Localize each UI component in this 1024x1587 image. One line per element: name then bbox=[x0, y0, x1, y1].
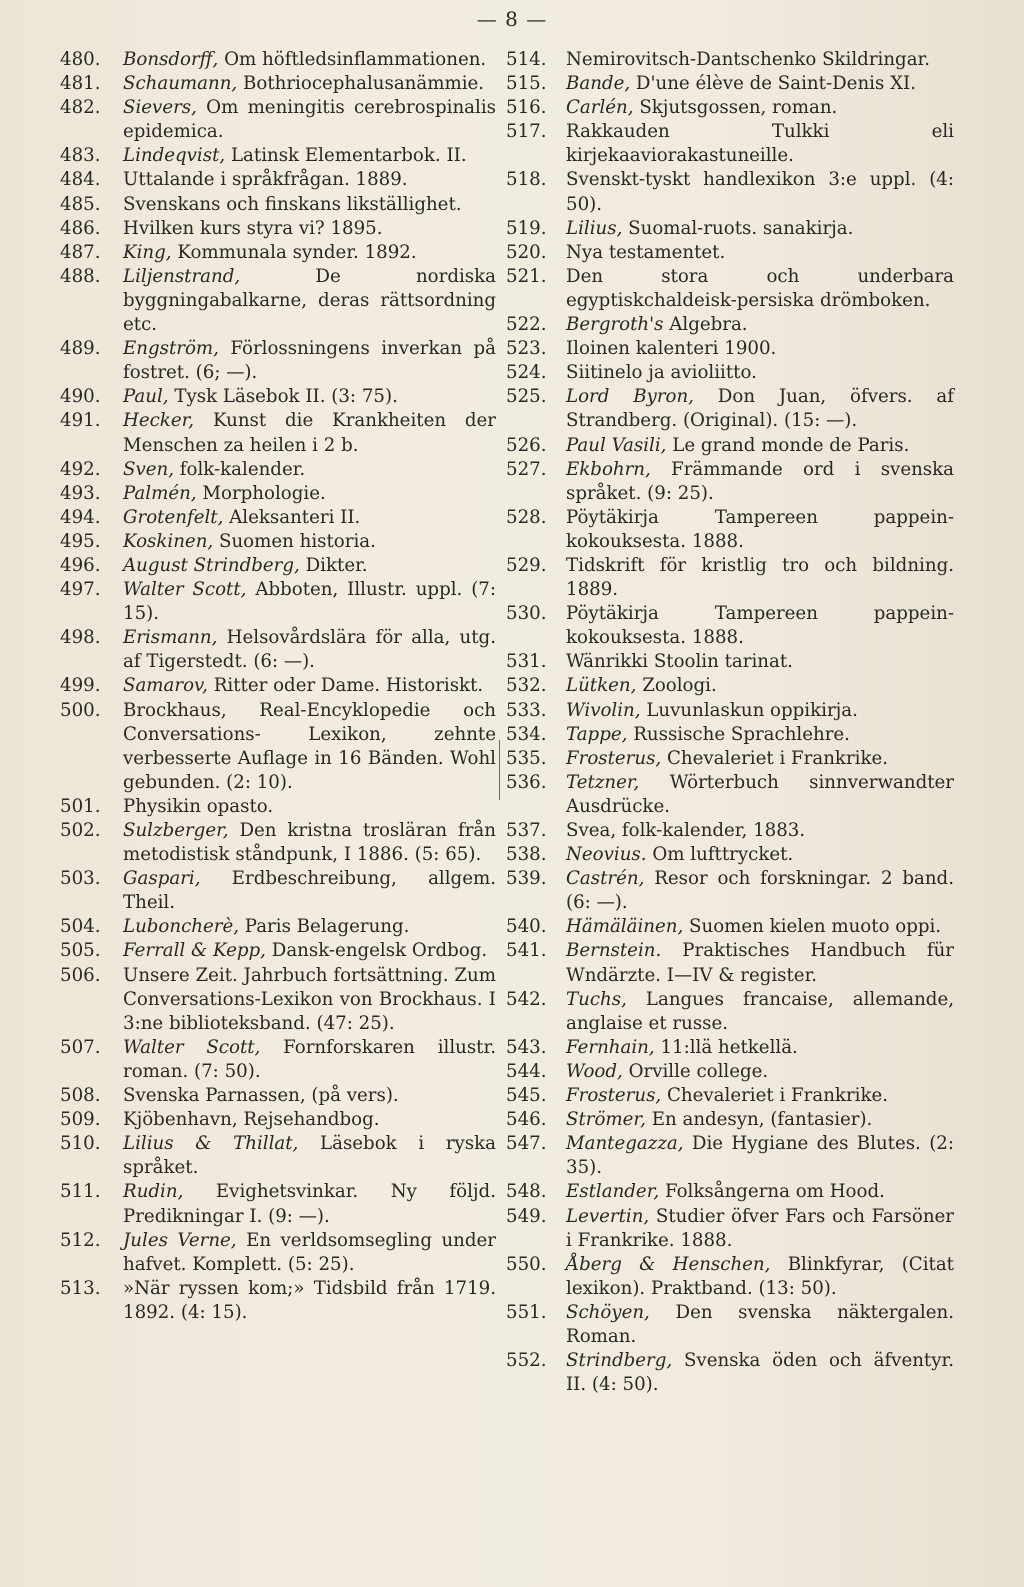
entry-title: 11:llä hetkellä. bbox=[660, 1036, 798, 1058]
catalog-entry bbox=[506, 674, 954, 698]
catalog-entry bbox=[506, 988, 954, 1036]
entry-title: Ritter oder Dame. Historiskt. bbox=[213, 675, 484, 697]
entry-author: Frosterus, bbox=[566, 747, 662, 769]
entry-author: Erismann, bbox=[123, 627, 218, 649]
catalog-entry bbox=[60, 1084, 496, 1108]
right-column bbox=[506, 48, 954, 1397]
catalog-entry bbox=[60, 674, 496, 698]
entry-number: 532. bbox=[506, 675, 547, 697]
entry-number: 539. bbox=[506, 868, 547, 890]
entry-title: Iloinen kalenteri 1900. bbox=[566, 338, 777, 360]
entry-author: Carlén, bbox=[566, 97, 634, 119]
entry-number: 549. bbox=[506, 1205, 547, 1227]
entry-number: 497. bbox=[60, 579, 101, 601]
catalog-entry bbox=[506, 723, 954, 747]
catalog-entry bbox=[506, 771, 954, 819]
entry-title: Förlossningens inverkan på fostret. (6; —). bbox=[123, 338, 496, 384]
entry-title: En andesyn, (fantasier). bbox=[651, 1109, 873, 1131]
catalog-entry bbox=[60, 241, 496, 265]
entry-author: Wivolin, bbox=[566, 699, 641, 721]
catalog-entry bbox=[506, 217, 954, 241]
entry-title: Den kristna trosläran från metodistisk ståndpunk, I 1886. (5: 65). bbox=[123, 820, 496, 866]
entry-number: 505. bbox=[60, 940, 101, 962]
catalog-entry bbox=[60, 265, 496, 337]
entry-title: Algebra. bbox=[669, 314, 748, 336]
entry-number: 495. bbox=[60, 530, 101, 552]
catalog-entry bbox=[60, 1229, 496, 1277]
entry-author: Tuchs, bbox=[566, 988, 627, 1010]
entry-number: 491. bbox=[60, 410, 101, 432]
entry-author: Tetzner, bbox=[566, 771, 640, 793]
entry-number: 506. bbox=[60, 964, 101, 986]
entry-title: Läsebok i ryska språket. bbox=[123, 1133, 496, 1179]
entry-title: Luvunlaskun oppikirja. bbox=[646, 699, 858, 721]
entry-author: Sulzberger, bbox=[123, 820, 229, 841]
entry-number: 485. bbox=[60, 193, 101, 215]
entry-title: Abboten, Illustr. uppl. (7: 15). bbox=[123, 579, 496, 625]
catalog-entry bbox=[506, 843, 954, 867]
entry-number: 552. bbox=[506, 1350, 547, 1372]
entry-number: 545. bbox=[506, 1085, 547, 1107]
entry-title: folk-kalender. bbox=[179, 458, 306, 480]
entry-number: 517. bbox=[506, 121, 547, 143]
entry-author: Wood, bbox=[566, 1060, 623, 1082]
entry-title: Praktisches Handbuch für Wndärzte. I—IV & register. bbox=[566, 940, 954, 986]
entry-title: Om meningitis cerebrospinalis epidemica. bbox=[123, 97, 496, 143]
catalog-entry bbox=[60, 458, 496, 482]
entry-number: 540. bbox=[506, 916, 547, 938]
catalog-entry bbox=[60, 385, 496, 409]
catalog-entry bbox=[506, 434, 954, 458]
entry-number: 529. bbox=[506, 554, 547, 576]
entry-title: Främmande ord i svenska språket. (9: 25). bbox=[566, 458, 954, 504]
entry-author: Frosterus, bbox=[566, 1085, 662, 1107]
entry-number: 518. bbox=[506, 169, 547, 191]
entry-author: Ferrall & Kepp, bbox=[123, 940, 266, 962]
entry-author: Gaspari, bbox=[123, 868, 201, 890]
entry-number: 541. bbox=[506, 940, 547, 962]
entry-number: 519. bbox=[506, 217, 547, 239]
catalog-entry bbox=[60, 482, 496, 506]
entry-number: 498. bbox=[60, 627, 101, 649]
entry-number: 483. bbox=[60, 145, 101, 167]
catalog-entry bbox=[60, 554, 496, 578]
catalog-entry bbox=[506, 819, 954, 843]
entry-author: August Strindberg, bbox=[123, 554, 300, 576]
catalog-entry bbox=[506, 265, 954, 313]
entry-number: 537. bbox=[506, 820, 547, 841]
catalog-entry bbox=[506, 96, 954, 120]
entry-author: Lütken, bbox=[566, 675, 637, 697]
entry-number: 486. bbox=[60, 217, 101, 239]
catalog-entry bbox=[506, 1108, 954, 1132]
entry-title: Suomen kielen muoto oppi. bbox=[689, 916, 942, 938]
entry-title: Dansk-engelsk Ordbog. bbox=[271, 940, 488, 962]
entry-title: Suomen historia. bbox=[219, 530, 376, 552]
entry-number: 488. bbox=[60, 265, 101, 287]
entry-author: Fernhain, bbox=[566, 1036, 655, 1058]
entry-author: Liljenstrand, bbox=[123, 265, 241, 287]
entry-title: Helsovårdslära för alla, utg. af Tigerstedt. (6: —). bbox=[123, 627, 496, 673]
entry-title: Brockhaus, Real-Encyklopedie och Conversations- Lexikon, zehnte verbesserte Auflage in 16 Bänden. Wohl gebunden. (2: 10). bbox=[123, 699, 496, 793]
entry-number: 515. bbox=[506, 73, 547, 95]
entry-title: Den stora och underbara egyptiskchaldeisk-persiska drömboken. bbox=[566, 265, 954, 311]
entry-author: Tappe, bbox=[566, 723, 628, 745]
catalog-entry bbox=[60, 72, 496, 96]
entry-number: 499. bbox=[60, 675, 101, 697]
entry-number: 528. bbox=[506, 506, 547, 528]
entry-author: Schöyen, bbox=[566, 1301, 650, 1323]
entry-author: Neovius. bbox=[566, 844, 647, 866]
entry-number: 548. bbox=[506, 1181, 547, 1203]
entry-title: Die Hygiane des Blutes. (2: 35). bbox=[566, 1133, 954, 1179]
entry-number: 531. bbox=[506, 651, 547, 673]
entry-number: 503. bbox=[60, 868, 101, 890]
entry-author: Schaumann, bbox=[123, 73, 238, 95]
catalog-entry bbox=[60, 578, 496, 626]
catalog-entry bbox=[506, 699, 954, 723]
entry-author: Engström, bbox=[123, 338, 219, 360]
entry-title: Suomal-ruots. sanakirja. bbox=[628, 217, 854, 239]
catalog-entry bbox=[60, 168, 496, 192]
catalog-entry bbox=[60, 144, 496, 168]
entry-author: Paul Vasili, bbox=[566, 434, 667, 456]
entry-number: 535. bbox=[506, 747, 547, 769]
entry-author: Bande, bbox=[566, 73, 631, 95]
entry-title: Bothriocephalusanämmie. bbox=[243, 73, 485, 95]
catalog-entry bbox=[506, 939, 954, 987]
entry-number: 511. bbox=[60, 1181, 101, 1203]
column-divider bbox=[499, 740, 500, 800]
catalog-entry bbox=[506, 1036, 954, 1060]
entry-number: 550. bbox=[506, 1253, 547, 1275]
entry-title: Resor och forskningar. 2 band. (6: —). bbox=[566, 868, 954, 914]
entry-number: 514. bbox=[506, 49, 547, 70]
catalog-entry bbox=[506, 915, 954, 939]
entry-number: 542. bbox=[506, 988, 547, 1010]
entry-author: Bonsdorff, bbox=[123, 49, 219, 70]
catalog-entry bbox=[60, 506, 496, 530]
entry-title: Svea, folk-kalender, 1883. bbox=[566, 820, 806, 841]
catalog-entry bbox=[60, 1180, 496, 1228]
catalog-entry bbox=[506, 1180, 954, 1204]
catalog-entry bbox=[506, 1253, 954, 1301]
catalog-entry bbox=[506, 1301, 954, 1349]
entry-number: 504. bbox=[60, 916, 101, 938]
entry-number: 516. bbox=[506, 97, 547, 119]
entry-author: Samarov, bbox=[123, 675, 208, 697]
entry-title: Nya testamentet. bbox=[566, 241, 726, 263]
catalog-entry bbox=[506, 458, 954, 506]
entry-number: 493. bbox=[60, 482, 101, 504]
entry-number: 520. bbox=[506, 241, 547, 263]
entry-author: Lilius, bbox=[566, 217, 623, 239]
catalog-entry bbox=[60, 1036, 496, 1084]
entry-title: Don Juan, öfvers. af Strandberg. (Original). (15: —). bbox=[566, 386, 954, 432]
entry-number: 523. bbox=[506, 338, 547, 360]
catalog-entry bbox=[60, 867, 496, 915]
entry-number: 513. bbox=[60, 1277, 101, 1299]
entry-number: 496. bbox=[60, 554, 101, 576]
entry-title: Tysk Läsebok II. (3: 75). bbox=[174, 386, 398, 408]
catalog-entry bbox=[506, 48, 954, 72]
catalog-entry bbox=[60, 48, 496, 72]
entry-title: Nemirovitsch-Dantschenko Skildringar. bbox=[566, 49, 931, 70]
entry-number: 536. bbox=[506, 771, 547, 793]
entry-title: Hvilken kurs styra vi? 1895. bbox=[123, 217, 383, 239]
catalog-entry bbox=[60, 915, 496, 939]
entry-number: 482. bbox=[60, 97, 101, 119]
catalog-entry bbox=[506, 1205, 954, 1253]
entry-title: Tidskrift för kristlig tro och bildning. 1889. bbox=[566, 554, 954, 601]
entry-author: Levertin, bbox=[566, 1205, 650, 1227]
entry-number: 538. bbox=[506, 844, 547, 866]
catalog-entry bbox=[60, 964, 496, 1036]
entry-title: Om lufttrycket. bbox=[652, 844, 794, 866]
catalog-entry bbox=[506, 337, 954, 361]
entry-number: 484. bbox=[60, 169, 101, 191]
entry-title: Uttalande i språkfrågan. 1889. bbox=[123, 169, 408, 191]
catalog-entry bbox=[60, 1132, 496, 1180]
entry-author: Lord Byron, bbox=[566, 386, 694, 408]
catalog-entry bbox=[506, 554, 954, 602]
catalog-entry bbox=[506, 867, 954, 915]
entry-title: Den svenska näktergalen. Roman. bbox=[566, 1301, 954, 1347]
entry-number: 551. bbox=[506, 1301, 547, 1323]
entry-title: Wänrikki Stoolin tarinat. bbox=[566, 651, 793, 673]
entry-number: 526. bbox=[506, 434, 547, 456]
catalog-entry bbox=[506, 602, 954, 650]
entry-author: Castrén, bbox=[566, 868, 645, 890]
entry-number: 494. bbox=[60, 506, 101, 528]
entry-author: Ekbohrn, bbox=[566, 458, 651, 480]
catalog-entry bbox=[60, 337, 496, 385]
catalog-entry bbox=[60, 819, 496, 867]
entry-number: 490. bbox=[60, 386, 101, 408]
entry-author: Rudin, bbox=[123, 1181, 184, 1203]
catalog-entry bbox=[506, 120, 954, 168]
catalog-entry bbox=[60, 217, 496, 241]
entry-title: Folksångerna om Hood. bbox=[664, 1181, 885, 1203]
entry-title: Svenskt-tyskt handlexikon 3:e uppl. (4: 50). bbox=[566, 169, 954, 215]
catalog-entry bbox=[60, 1277, 496, 1325]
entry-title: Fornforskaren illustr. roman. (7: 50). bbox=[123, 1036, 496, 1082]
catalog-entry bbox=[506, 1349, 954, 1397]
catalog-entry bbox=[506, 650, 954, 674]
entry-title: Erdbeschreibung, allgem. Theil. bbox=[123, 868, 496, 914]
entry-number: 534. bbox=[506, 723, 547, 745]
catalog-entry bbox=[506, 506, 954, 554]
entry-title: Siitinelo ja avioliitto. bbox=[566, 362, 757, 384]
catalog-entry bbox=[506, 313, 954, 337]
entry-title: Svenska öden och äfventyr. II. (4: 50). bbox=[566, 1350, 954, 1396]
entry-title: Chevaleriet i Frankrike. bbox=[667, 1085, 889, 1107]
entry-number: 512. bbox=[60, 1229, 101, 1251]
catalog-entry bbox=[60, 699, 496, 795]
entry-author: Mantegazza, bbox=[566, 1133, 684, 1155]
entry-title: Latinsk Elementarbok. II. bbox=[230, 145, 467, 167]
entry-number: 527. bbox=[506, 458, 547, 480]
entry-number: 509. bbox=[60, 1109, 101, 1131]
entry-number: 544. bbox=[506, 1060, 547, 1082]
entry-author: Bernstein. bbox=[566, 940, 662, 962]
entry-number: 533. bbox=[506, 699, 547, 721]
entry-author: Åberg & Henschen, bbox=[566, 1253, 771, 1275]
entry-author: Hecker, bbox=[123, 410, 195, 432]
entry-number: 530. bbox=[506, 603, 547, 625]
entry-title: Evighetsvinkar. Ny följd. Predikningar I. (9: —). bbox=[123, 1181, 496, 1227]
entry-number: 522. bbox=[506, 314, 547, 336]
catalog-entry bbox=[506, 361, 954, 385]
entry-author: Grotenfelt, bbox=[123, 506, 224, 528]
entry-number: 525. bbox=[506, 386, 547, 408]
entry-number: 481. bbox=[60, 73, 101, 95]
entry-number: 524. bbox=[506, 362, 547, 384]
entry-author: Estlander, bbox=[566, 1181, 660, 1203]
entry-author: Paul, bbox=[123, 386, 169, 408]
entry-number: 507. bbox=[60, 1036, 101, 1058]
entry-title: Le grand monde de Paris. bbox=[672, 434, 910, 456]
entry-number: 521. bbox=[506, 265, 547, 287]
catalog-entry bbox=[506, 385, 954, 433]
entry-author: Lindeqvist, bbox=[123, 145, 226, 167]
catalog-entry bbox=[506, 72, 954, 96]
entry-title: Kunst die Krankheiten der Menschen za heilen i 2 b. bbox=[123, 410, 496, 456]
entry-title: Rakkauden Tulkki eli kirjekaaviorakastuneille. bbox=[566, 121, 954, 167]
entry-title: Blinkfyrar, (Citat lexikon). Praktband. (13: 50). bbox=[566, 1253, 954, 1299]
entry-number: 546. bbox=[506, 1109, 547, 1131]
entry-title: En verldsomsegling under hafvet. Komplett. (5: 25). bbox=[123, 1229, 496, 1275]
entry-author: Walter Scott, bbox=[123, 579, 247, 601]
entry-title: Russische Sprachlehre. bbox=[633, 723, 850, 745]
entry-title: Morphologie. bbox=[202, 482, 326, 504]
entry-title: Kommunala synder. 1892. bbox=[177, 241, 417, 263]
entry-author: Palmén, bbox=[123, 482, 197, 504]
catalog-entry bbox=[506, 1132, 954, 1180]
catalog-entry bbox=[506, 1060, 954, 1084]
entry-author: Strömer, bbox=[566, 1109, 646, 1131]
entry-author: Strindberg, bbox=[566, 1350, 673, 1372]
entry-number: 487. bbox=[60, 241, 101, 263]
catalog-entry bbox=[60, 795, 496, 819]
entry-title: De nordiska byggningabalkarne, deras rättsordning etc. bbox=[123, 265, 496, 336]
entry-author: Luboncherè, bbox=[123, 916, 239, 938]
entry-title: Skjutsgossen, roman. bbox=[639, 97, 838, 119]
entry-number: 489. bbox=[60, 338, 101, 360]
catalog-entry bbox=[60, 409, 496, 457]
catalog-entry bbox=[506, 168, 954, 216]
entry-title: »När ryssen kom;» Tidsbild från 1719. 1892. (4: 15). bbox=[123, 1277, 496, 1323]
left-column bbox=[60, 48, 496, 1325]
entry-author: Jules Verne, bbox=[123, 1229, 237, 1251]
entry-author: Walter Scott, bbox=[123, 1036, 261, 1058]
entry-number: 501. bbox=[60, 795, 101, 817]
entry-author: Bergroth's bbox=[566, 314, 664, 336]
entry-title: Physikin opasto. bbox=[123, 795, 274, 817]
entry-number: 480. bbox=[60, 49, 101, 70]
catalog-entry bbox=[506, 1084, 954, 1108]
entry-number: 492. bbox=[60, 458, 101, 480]
catalog-entry bbox=[60, 96, 496, 144]
catalog-entry bbox=[60, 626, 496, 674]
entry-author: Hämäläinen, bbox=[566, 916, 684, 938]
entry-title: Svenska Parnassen, (på vers). bbox=[123, 1085, 399, 1107]
catalog-entry bbox=[60, 939, 496, 963]
entry-title: Pöytäkirja Tampereen pappein-kokouksesta. 1888. bbox=[566, 603, 954, 649]
entry-title: Om höftledsinflammationen. bbox=[224, 49, 487, 70]
entry-number: 543. bbox=[506, 1036, 547, 1058]
entry-title: Zoologi. bbox=[642, 675, 717, 697]
entry-number: 508. bbox=[60, 1085, 101, 1107]
entry-number: 500. bbox=[60, 699, 101, 721]
entry-author: King, bbox=[123, 241, 172, 263]
entry-number: 510. bbox=[60, 1133, 101, 1155]
entry-author: Sievers, bbox=[123, 97, 197, 119]
page-number: — 8 — bbox=[476, 7, 548, 31]
entry-title: Langues francaise, allemande, anglaise et russe. bbox=[566, 988, 954, 1034]
entry-title: Chevaleriet i Frankrike. bbox=[667, 747, 889, 769]
entry-title: Svenskans och finskans likställighet. bbox=[123, 193, 462, 215]
entry-title: Unsere Zeit. Jahrbuch fortsättning. Zum Conversations-Lexikon von Brockhaus. I 3:ne biblioteksband. (47: 25). bbox=[123, 964, 496, 1034]
entry-title: D'une élève de Saint-Denis XI. bbox=[635, 73, 917, 95]
entry-title: Pöytäkirja Tampereen pappein-kokouksesta. 1888. bbox=[566, 506, 954, 552]
entry-number: 502. bbox=[60, 820, 101, 841]
entry-title: Studier öfver Fars och Farsöner i Frankrike. 1888. bbox=[566, 1205, 954, 1251]
catalog-entry bbox=[506, 241, 954, 265]
entry-title: Kjöbenhavn, Rejsehandbog. bbox=[123, 1109, 380, 1131]
entry-author: Lilius & Thillat, bbox=[123, 1133, 299, 1155]
catalog-entry bbox=[60, 193, 496, 217]
entry-title: Aleksanteri II. bbox=[229, 506, 361, 528]
catalog-entry bbox=[506, 747, 954, 771]
catalog-entry bbox=[60, 530, 496, 554]
entry-author: Sven, bbox=[123, 458, 174, 480]
entry-title: Orville college. bbox=[628, 1060, 769, 1082]
entry-title: Wörterbuch sinnverwandter Ausdrücke. bbox=[566, 771, 954, 817]
entry-title: Paris Belagerung. bbox=[244, 916, 410, 938]
entry-number: 547. bbox=[506, 1133, 547, 1155]
entry-author: Koskinen, bbox=[123, 530, 214, 552]
catalog-entry bbox=[60, 1108, 496, 1132]
entry-title: Dikter. bbox=[305, 554, 368, 576]
